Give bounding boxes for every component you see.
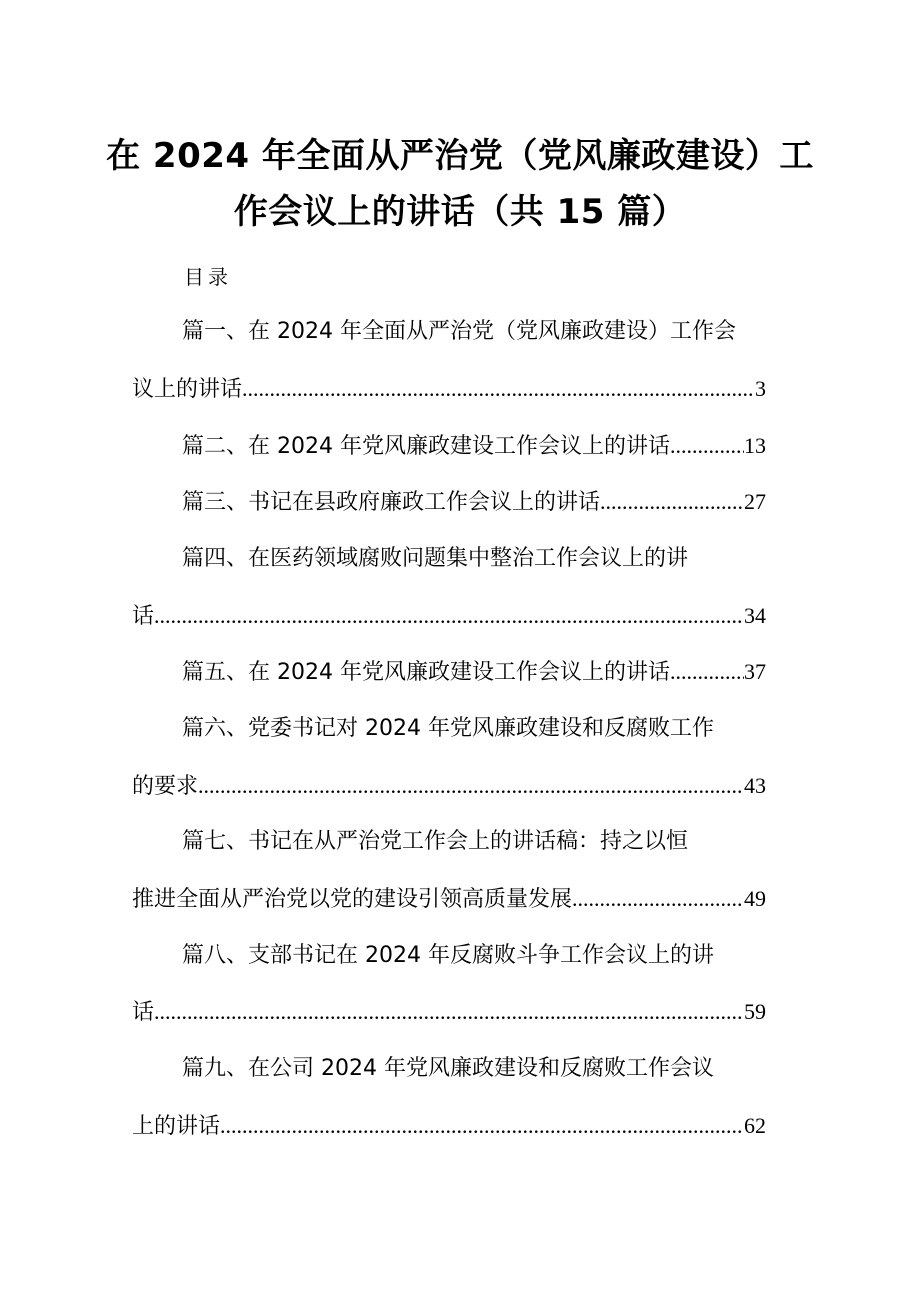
toc-entry-4-title-cont: 话 (132, 604, 155, 629)
toc-entry-5-title: 篇五、在 2024 年党风廉政建设工作会议上的讲话 (182, 660, 670, 685)
toc-entry-3-page: 27 (744, 489, 766, 514)
toc-entry-8-title-cont: 话 (132, 1000, 155, 1025)
toc-entry-5[interactable] (182, 652, 766, 692)
toc-entry-2-page: 13 (744, 433, 766, 458)
toc-entry-6-page: 43 (744, 773, 766, 798)
dot-leader (198, 766, 744, 806)
dot-leader (154, 992, 744, 1032)
toc-entry-7-title-cont: 推进全面从严治党以党的建设引领高质量发展 (132, 887, 573, 912)
toc-entry-7-continuation[interactable] (132, 879, 766, 919)
toc-entry-4[interactable] (182, 539, 688, 579)
dot-leader (572, 879, 744, 919)
dot-leader (242, 369, 755, 409)
toc-entry-1-continuation[interactable] (132, 369, 766, 409)
toc-entry-4-continuation[interactable] (132, 596, 766, 636)
toc-entry-2-title: 篇二、在 2024 年党风廉政建设工作会议上的讲话 (182, 434, 670, 459)
toc-entry-8-continuation[interactable] (132, 992, 766, 1032)
toc-entry-3[interactable] (182, 482, 766, 522)
title-line-1: 在 2024 年全面从严治党（党风廉政建设）工 (106, 136, 814, 176)
toc-entry-9-title-cont: 上的讲话 (132, 1114, 221, 1139)
toc-entry-7-page: 49 (744, 886, 766, 911)
dot-leader (670, 652, 744, 692)
toc-entry-6-title: 篇六、党委书记对 2024 年党风廉政建设和反腐败工作 (182, 716, 714, 741)
toc-entry-7[interactable] (182, 822, 688, 862)
toc-entry-3-title: 篇三、书记在县政府廉政工作会议上的讲话 (182, 490, 601, 515)
toc-entry-1-title: 篇一、在 2024 年全面从严治党（党风廉政建设）工作会 (182, 319, 736, 344)
document-title (0, 128, 920, 240)
dot-leader (220, 1106, 744, 1146)
toc-entry-4-page: 34 (744, 603, 766, 628)
toc-heading: 目录 (184, 265, 232, 289)
toc-entry-9-continuation[interactable] (132, 1106, 766, 1146)
toc-entry-9-title: 篇九、在公司 2024 年党风廉政建设和反腐败工作会议 (182, 1056, 714, 1081)
toc-entry-1[interactable] (182, 312, 736, 352)
toc-entry-6[interactable] (182, 709, 714, 749)
toc-entry-6-continuation[interactable] (132, 766, 766, 806)
toc-entry-1-page: 3 (755, 376, 766, 401)
dot-leader (154, 596, 744, 636)
toc-entry-4-title: 篇四、在医药领域腐败问题集中整治工作会议上的讲 (182, 546, 689, 571)
toc-entry-8-page: 59 (744, 999, 766, 1024)
toc-entry-9-page: 62 (744, 1113, 766, 1138)
toc-entry-6-title-cont: 的要求 (132, 774, 199, 799)
dot-leader (670, 426, 744, 466)
toc-entry-1-title-cont: 议上的讲话 (132, 377, 243, 402)
toc-entry-9[interactable] (182, 1049, 714, 1089)
toc-entry-5-page: 37 (744, 659, 766, 684)
toc-entry-8[interactable] (182, 936, 714, 976)
toc-entry-2[interactable] (182, 426, 766, 466)
toc-entry-7-title: 篇七、书记在从严治党工作会上的讲话稿：持之以恒 (182, 829, 689, 854)
title-line-2: 作会议上的讲话（共 15 篇） (233, 192, 687, 232)
toc-entry-8-title: 篇八、支部书记在 2024 年反腐败斗争工作会议上的讲 (182, 943, 714, 968)
dot-leader (600, 482, 744, 522)
